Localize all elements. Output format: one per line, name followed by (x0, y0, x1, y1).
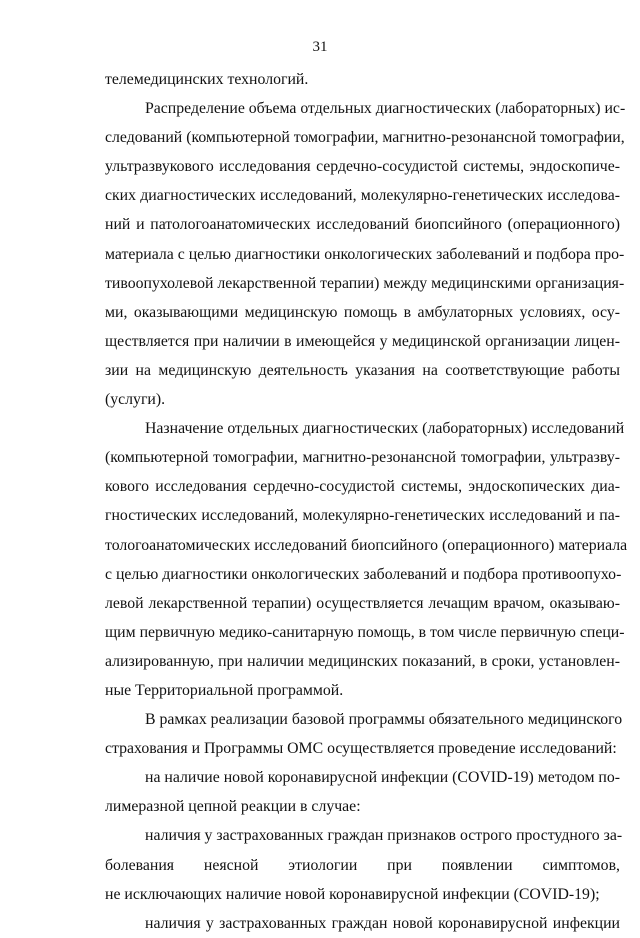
text-line: с целью диагностики онкологических заболеваний и подбора противоопухо- (105, 565, 622, 583)
text-line: Назначение отдельных диагностических (лабораторных) исследований (145, 420, 625, 438)
text-line: В рамках реализации базовой программы обязательного медицинского (145, 711, 623, 729)
text-line: ализированную, при наличии медицинских показаний, в сроки, установлен- (105, 652, 620, 670)
text-line: левой лекарственной терапии) осуществляется лечащим врачом, оказываю- (105, 594, 620, 612)
text-line: гностических исследований, молекулярно-генетических исследований и па- (105, 507, 620, 525)
text-line: щим первичную медико-санитарную помощь, в том числе первичную специ- (105, 623, 625, 641)
text-line: (компьютерной томографии, магнитно-резонансной томографии, ультразву- (105, 449, 620, 467)
text-line: тологоанатомических исследований биопсийного (операционного) материала (105, 536, 628, 554)
text-line: на наличие новой коронавирусной инфекции (COVID-19) методом по- (145, 769, 621, 787)
text-line: ний и патологоанатомических исследований биопсийного (операционного) (105, 216, 620, 234)
text-line: ских диагностических исследований, молекулярно-генетических исследова- (105, 187, 620, 205)
text-line: ные Территориальной программой. (105, 681, 344, 699)
text-line: ми, оказывающими медицинскую помощь в амбулаторных условиях, осу- (105, 303, 620, 321)
text-line: ществляется при наличии в имеющейся у медицинской организации лицен- (105, 332, 620, 350)
page-number: 31 (312, 39, 328, 55)
text-line: зии на медицинскую деятельность указания на соответствующие работы (105, 361, 620, 379)
text-line: наличия у застрахованных граждан новой коронавирусной инфекции (145, 914, 620, 932)
text-line: телемедицинских технологий. (105, 71, 309, 88)
text-line: ультразвукового исследования сердечно-сосудистой системы, эндоскопиче- (105, 158, 620, 176)
text-line: (услуги). (105, 391, 166, 409)
text-line: материала с целью диагностики онкологических заболеваний и подбора про- (105, 245, 625, 263)
text-line: не исключающих наличие новой коронавирусной инфекции (COVID-19); (105, 885, 600, 903)
text-line: страхования и Программы ОМС осуществляется проведение исследований: (105, 740, 617, 758)
text-line: лимеразной цепной реакции в случае: (105, 798, 361, 816)
text-line: тивоопухолевой лекарственной терапии) между медицинскими организация- (105, 274, 625, 292)
text-line: наличия у застрахованных граждан признаков острого простудного за- (145, 827, 623, 845)
text-line: Распределение объема отдельных диагностических (лабораторных) ис- (145, 100, 626, 118)
text-line: болевания неясной этиологии при появлении симптомов, (105, 856, 620, 874)
body-text (105, 65, 628, 938)
text-line: кового исследования сердечно-сосудистой системы, эндоскопических диа- (105, 478, 620, 496)
text-line: следований (компьютерной томографии, магнитно-резонансной томографии, (105, 129, 625, 147)
